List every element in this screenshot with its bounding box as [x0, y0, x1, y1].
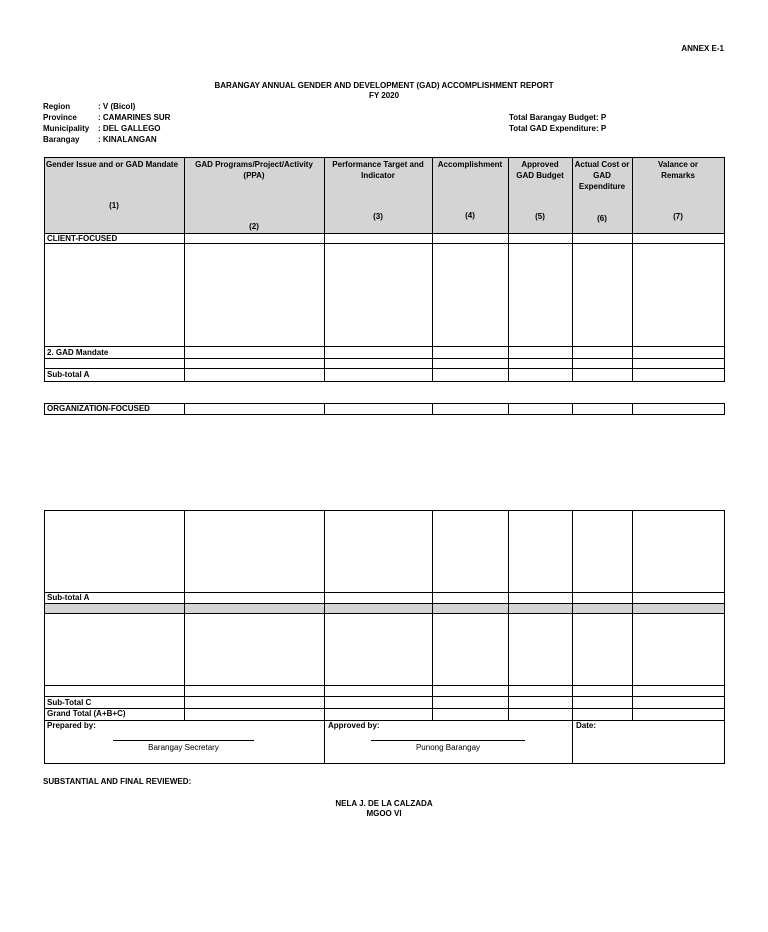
region-value: : V (Bicol) — [98, 102, 136, 111]
province-value: : CAMARINES SUR — [98, 113, 171, 122]
municipality-value: : DEL GALLEGO — [98, 124, 161, 133]
col-num-1: (1) — [109, 201, 119, 210]
review-label: SUBSTANTIAL AND FINAL REVIEWED: — [43, 777, 192, 786]
row-gad-mandate: 2. GAD Mandate — [47, 348, 109, 357]
col-num-7: (7) — [673, 212, 683, 221]
barangay-value: : KINALANGAN — [98, 135, 157, 144]
row-grand-total: Grand Total (A+B+C) — [47, 709, 126, 718]
prepared-by-label: Prepared by: — [47, 721, 96, 730]
col-header-ppa: GAD Programs/Project/Activity (PPA) — [195, 160, 313, 180]
col-num-6: (6) — [597, 214, 607, 223]
approved-by-label: Approved by: — [328, 721, 380, 730]
barangay-label: Barangay — [43, 135, 80, 144]
col-header-remarks: Valance or Remarks — [657, 160, 699, 180]
total-barangay-budget: Total Barangay Budget: P — [509, 113, 607, 122]
col-num-2: (2) — [249, 222, 259, 231]
col-header-actual-cost: Actual Cost or GAD Expenditure — [574, 160, 630, 191]
approved-by-role: Punong Barangay — [415, 743, 481, 752]
annex-label: ANNEX E-1 — [681, 44, 724, 53]
reviewer-position: MGOO VI — [366, 809, 402, 818]
date-label: Date: — [576, 721, 597, 730]
report-title: BARANGAY ANNUAL GENDER AND DEVELOPMENT (GAD) ACCOMPLISHMENT REPORT — [214, 81, 554, 90]
row-subtotal-c: Sub-Total C — [47, 698, 92, 707]
row-subtotal-a-org: Sub-total A — [47, 593, 90, 602]
province-label: Province — [43, 113, 77, 122]
row-subtotal-a: Sub-total A — [47, 370, 90, 379]
municipality-label: Municipality — [43, 124, 90, 133]
region-label: Region — [43, 102, 71, 111]
fiscal-year: FY 2020 — [368, 91, 400, 100]
col-num-3: (3) — [373, 212, 383, 221]
col-num-5: (5) — [535, 212, 545, 221]
col-num-4: (4) — [465, 211, 475, 220]
reviewer-name: NELA J. DE LA CALZADA — [335, 799, 433, 808]
row-client-focused: CLIENT-FOCUSED — [47, 234, 118, 243]
col-header-approved-budget: Approved GAD Budget — [516, 160, 564, 180]
row-organization-focused: ORGANIZATION-FOCUSED — [47, 404, 150, 413]
prepared-by-role: Barangay Secretary — [148, 743, 219, 752]
total-gad-expenditure: Total GAD Expenditure: P — [509, 124, 607, 133]
col-header-gender-issue: Gender Issue and or GAD Mandate — [46, 160, 179, 169]
col-header-performance: Performance Target and Indicator — [332, 160, 424, 180]
col-header-accomplishment: Accomplishment — [437, 160, 503, 169]
